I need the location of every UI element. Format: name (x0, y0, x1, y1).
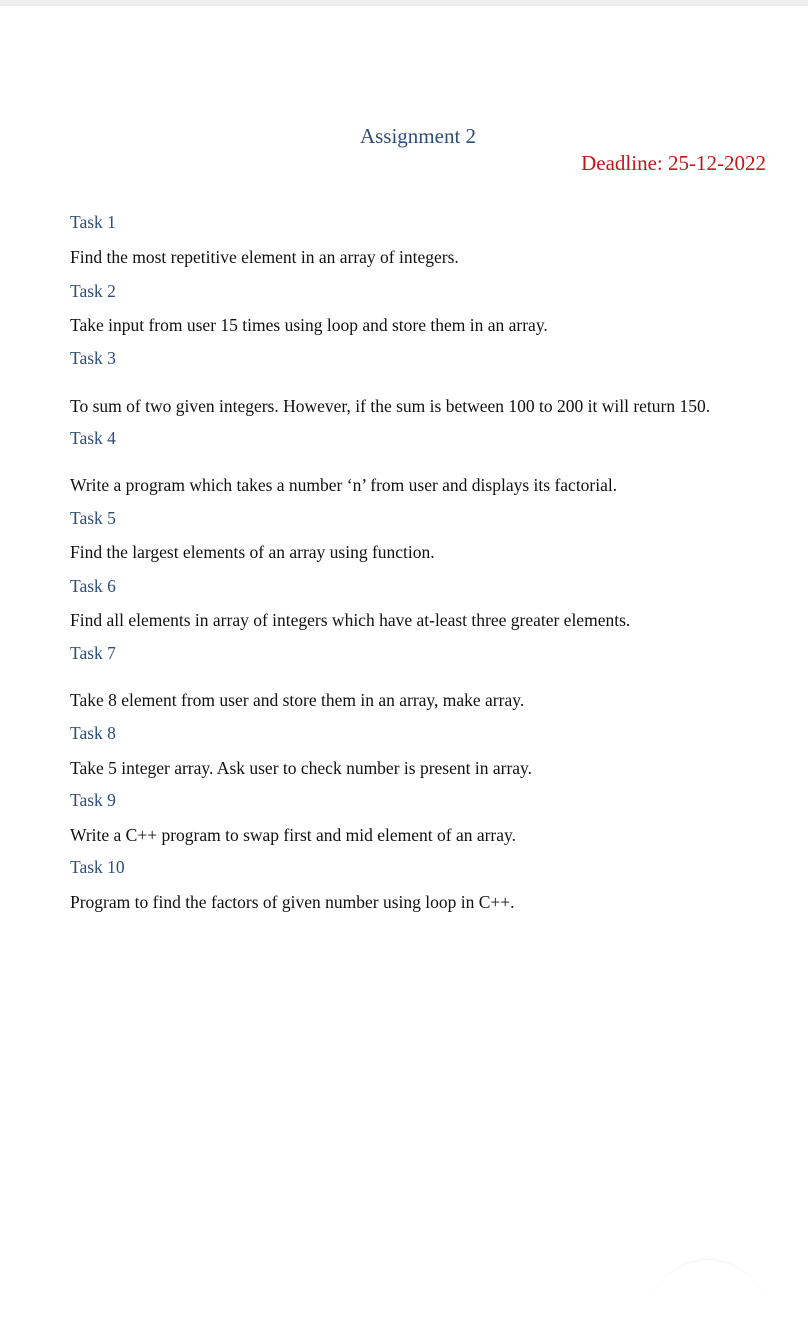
task-6-heading: Task 6 (70, 576, 116, 596)
task-5-description: Find the largest elements of an array using function. (70, 542, 435, 562)
task-8-description: Take 5 integer array. Ask user to check number is present in array. (70, 758, 533, 778)
page-title: Assignment 2 (359, 124, 477, 148)
task-9-heading: Task 9 (70, 790, 116, 810)
page-corner-artifact (648, 1259, 768, 1320)
task-9-description: Write a C++ program to swap first and mid element of an array. (70, 825, 517, 845)
task-2-heading: Task 2 (70, 281, 116, 301)
task-8-heading: Task 8 (70, 723, 116, 743)
task-10-heading: Task 10 (70, 857, 125, 877)
deadline-text: Deadline: 25-12-2022 (581, 151, 766, 175)
task-1-description: Find the most repetitive element in an array of integers. (70, 247, 459, 267)
task-1-heading: Task 1 (70, 212, 116, 232)
task-3-description: To sum of two given integers. However, if the sum is between 100 to 200 it will return 150. (70, 396, 711, 416)
top-edge-shade (0, 0, 808, 6)
task-6-description: Find all elements in array of integers which have at-least three greater elements. (70, 610, 631, 630)
task-4-heading: Task 4 (70, 428, 116, 448)
task-3-heading: Task 3 (70, 348, 116, 368)
task-7-description: Take 8 element from user and store them in an array, make array. (70, 690, 525, 710)
task-7-heading: Task 7 (70, 643, 116, 663)
task-2-description: Take input from user 15 times using loop and store them in an array. (70, 315, 548, 335)
task-4-description: Write a program which takes a number ‘n’ from user and displays its factorial. (70, 475, 618, 495)
task-5-heading: Task 5 (70, 508, 116, 528)
task-10-description: Program to find the factors of given number using loop in C++. (70, 892, 515, 912)
